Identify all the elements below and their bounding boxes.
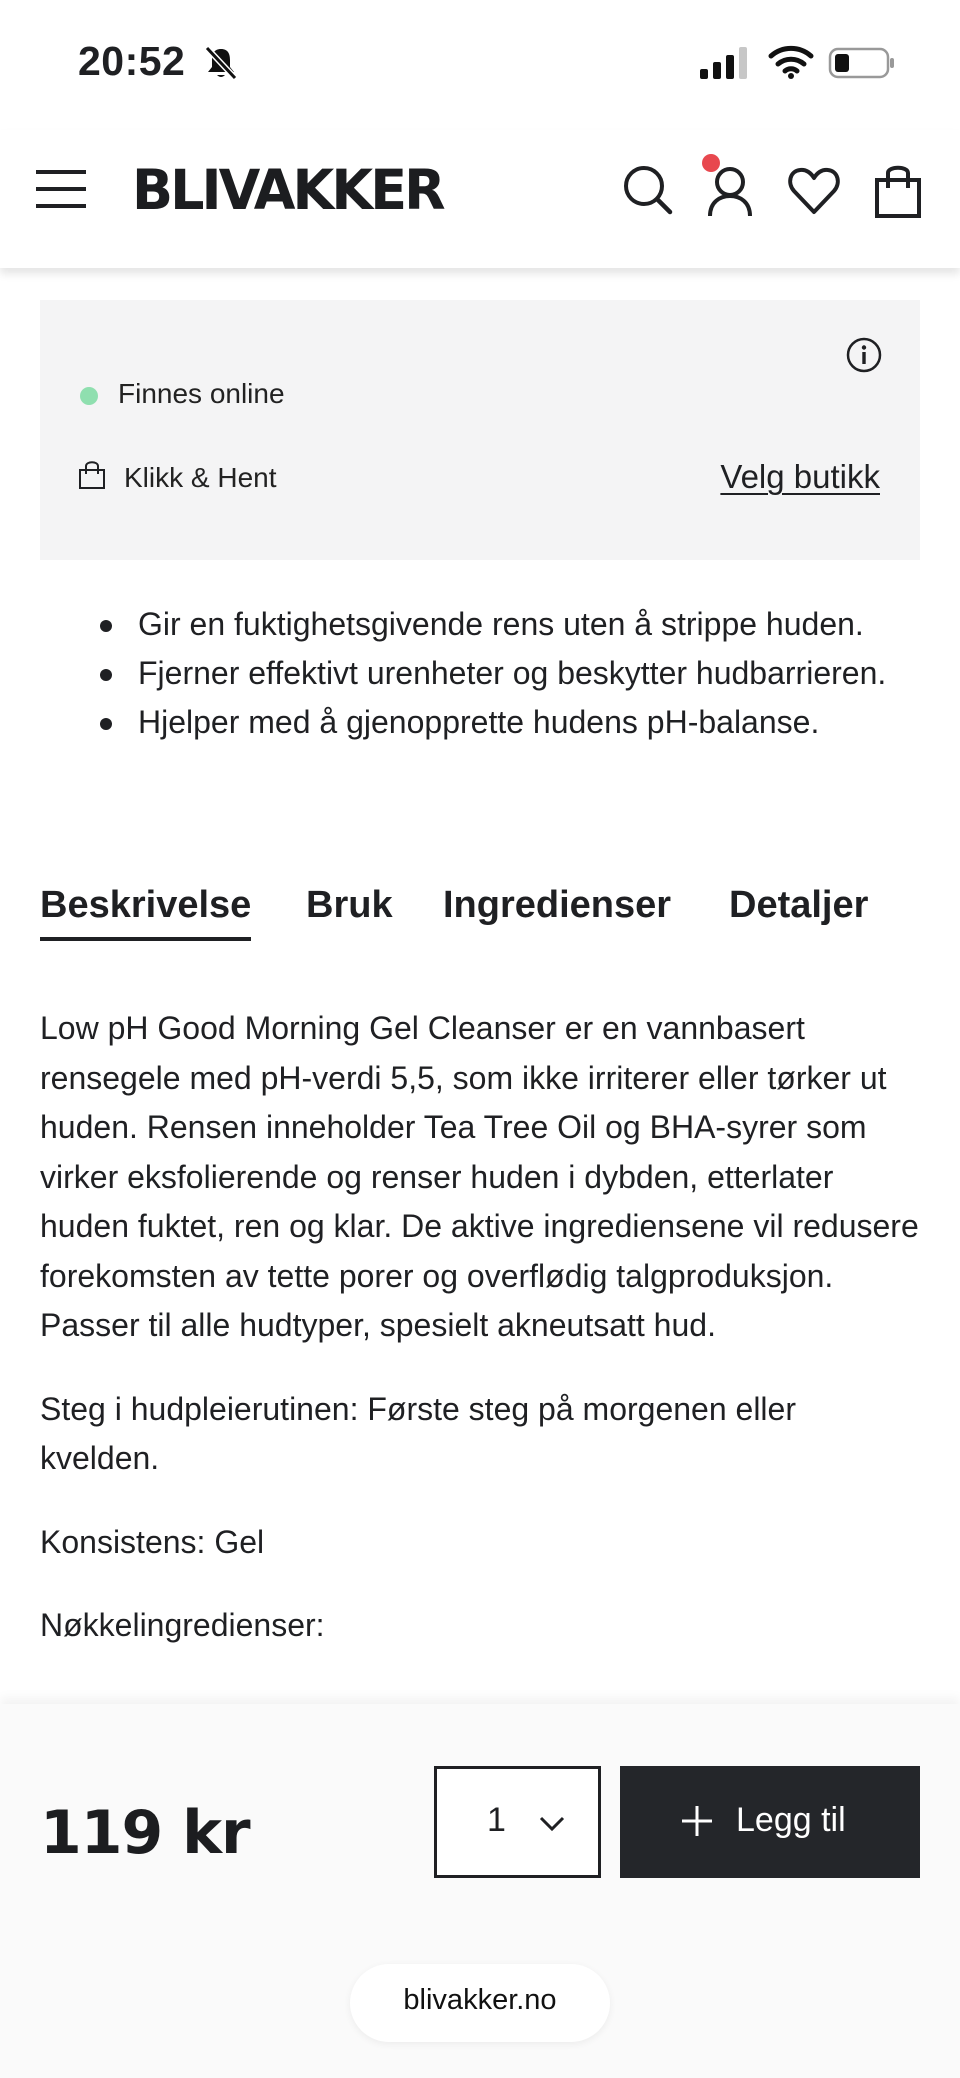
click-collect-label: Klikk & Hent: [124, 462, 277, 493]
product-description: [40, 1004, 920, 1685]
select-store-link[interactable]: Velg butikk: [720, 458, 880, 495]
benefit-item: Gir en fuktighetsgivende rens uten å strippe huden.: [40, 600, 920, 649]
url-text: blivakker.no: [403, 1984, 557, 2016]
availability-box: [40, 300, 920, 560]
product-price: 119 kr: [40, 1798, 250, 1868]
description-paragraph: Steg i hudpleierutinen: Første steg på morgenen eller kvelden.: [40, 1390, 796, 1476]
add-to-cart-button[interactable]: [620, 1766, 920, 1878]
wifi-icon: [768, 45, 814, 79]
description-paragraph: Konsistens: Gel: [40, 1523, 265, 1560]
chevron-down-icon: [537, 1811, 567, 1835]
product-tabs: [40, 884, 920, 944]
heart-icon[interactable]: [786, 160, 842, 220]
click-collect-bag-icon: [78, 460, 106, 490]
search-icon[interactable]: [620, 160, 676, 220]
status-time: 20:52: [78, 38, 186, 84]
benefit-item: Fjerner effektivt urenheter og beskytter hudbarrieren.: [40, 649, 920, 698]
online-availability-label: Finnes online: [118, 378, 285, 409]
battery-icon: [828, 46, 896, 80]
signal-icon: [700, 47, 752, 79]
menu-icon[interactable]: [36, 166, 86, 212]
tab-description[interactable]: Beskrivelse: [40, 884, 251, 941]
status-bar: [0, 0, 960, 120]
purchase-bar: [0, 1704, 960, 2078]
site-logo[interactable]: BLIVAKKER: [132, 158, 443, 222]
bell-muted-icon: [202, 44, 240, 82]
browser-url-bar[interactable]: [350, 1964, 610, 2042]
description-paragraph: Low pH Good Morning Gel Cleanser er en vannbasert rensegele med pH-verdi 5,5, som ikke irriterer eller tørker ut huden. Rensen inneholder Tea Tree Oil og BHA-syrer som virker eksfolierende og renser huden i dybden, etterlater huden fuktet, ren og klar. De aktive ingrediensene vil redusere forekomsten av tette porer og overflødig talgproduksjon. Passer til alle hudtyper, spesielt akneutsatt hud.: [40, 1010, 919, 1343]
online-status-dot: [80, 387, 98, 405]
benefits-list: [40, 600, 920, 747]
tab-usage[interactable]: Bruk: [306, 884, 393, 926]
notification-dot: [702, 154, 720, 172]
info-icon[interactable]: [845, 336, 883, 374]
quantity-select[interactable]: [434, 1766, 601, 1878]
quantity-value: 1: [487, 1801, 506, 1839]
site-header: [0, 130, 960, 268]
benefit-item: Hjelper med å gjenopprette hudens pH-balanse.: [40, 698, 920, 747]
tab-details[interactable]: Detaljer: [729, 884, 869, 926]
add-to-cart-label: Legg til: [736, 1801, 846, 1839]
plus-icon: [680, 1804, 714, 1838]
description-paragraph: Nøkkelingredienser:: [40, 1607, 325, 1643]
tab-ingredients[interactable]: Ingredienser: [443, 884, 672, 926]
bag-icon[interactable]: [870, 160, 926, 220]
